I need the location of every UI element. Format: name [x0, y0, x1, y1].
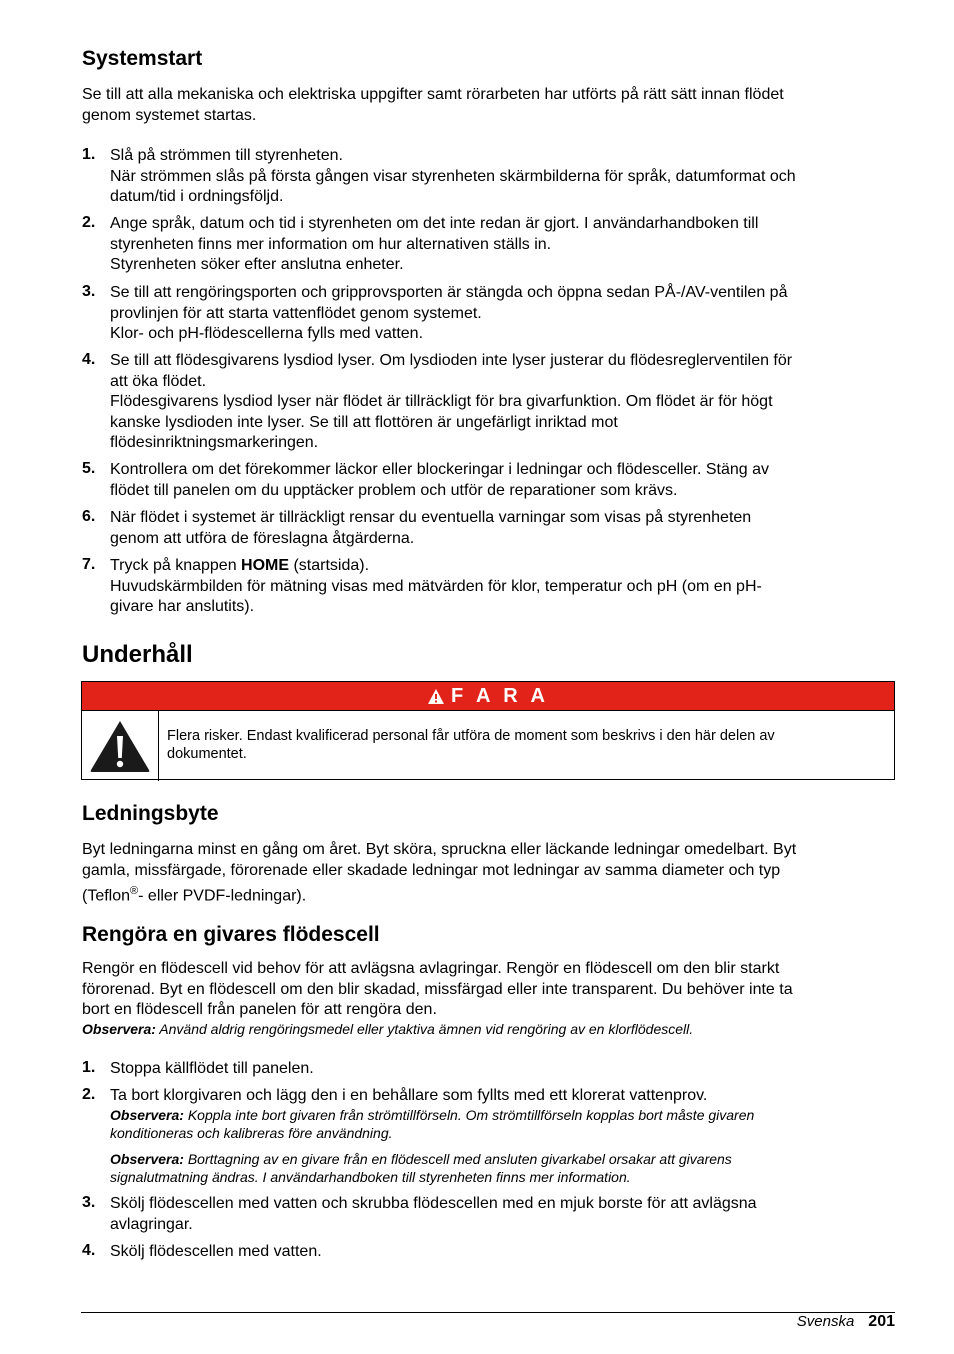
footer-rule — [81, 1312, 895, 1313]
warning-triangle-icon — [427, 688, 445, 705]
list-item: Skölj flödescellen med vatten. — [110, 1243, 322, 1260]
list-item: Slå på strömmen till styrenheten. När strömmen slås på första gången visar styrenheten skärmbilderna för språk, datumformat och datum/tid i ordningsföljd. — [110, 147, 796, 205]
ledningsbyte-text: Byt ledningarna minst en gång om året. Byt sköra, spruckna eller läckande ledningar omedelbart. Byt gamla, missfärgade, förorenade eller skadade ledningar mot ledningar av samma diameter och typ (Teflon®- eller PVDF-ledningar). — [82, 841, 797, 905]
list-item: Ta bort klorgivaren och lägg den i en behållare som fyllts med ett klorerat vattenprov. — [110, 1087, 708, 1104]
footer — [797, 1313, 895, 1331]
list-item: Tryck på knappen HOME (startsida). Huvudskärmbilden för mätning visas med mätvärden för klor, temperatur och pH (om en pH- givare har anslutits). — [110, 557, 762, 615]
note: Observera: Använd aldrig rengöringsmedel eller ytaktiva ämnen vid rengöring av en klorflödescell. — [82, 1021, 694, 1037]
list-item: Se till att rengöringsporten och gripprovsporten är stängda och öppna sedan PÅ-/AV-ventilen på provlinjen för att starta vattenflödet genom systemet. Klor- och pH-flödescellerna fylls med vatten. — [110, 284, 788, 342]
danger-label: F A R A — [451, 684, 549, 707]
step-number: 4. — [82, 1242, 96, 1259]
heading-systemstart: Systemstart — [82, 47, 203, 70]
heading-underhall: Underhåll — [82, 641, 193, 668]
step-number: 6. — [82, 508, 96, 525]
step-number: 1. — [82, 146, 96, 163]
list-item: Ange språk, datum och tid i styrenheten om det inte redan är gjort. I användarhandboken till styrenheten finns mer information om hur alternativen ställs in. Styrenheten söker efter anslutna enheter. — [110, 215, 759, 273]
note: Observera: Koppla inte bort givaren från strömtillförseln. Om strömtillförseln kopplas bort måste givaren konditioneras och kalibreras före användning. — [110, 1107, 755, 1141]
step-number: 3. — [82, 1194, 96, 1211]
step-number: 2. — [82, 214, 96, 231]
step-number: 3. — [82, 283, 96, 300]
home-button-label: HOME — [241, 557, 290, 574]
step-number: 2. — [82, 1086, 96, 1103]
note: Observera: Borttagning av en givare från en flödescell med ansluten givarkabel orsakar att givarens signalutmatning ändras. I användarhandboken till styrenheten finns mer information. — [110, 1151, 732, 1185]
list-item: Kontrollera om det förekommer läckor eller blockeringar i ledningar och flödesceller. Stäng av flödet till panelen om du upptäcker problem och utför de reparationer som krävs. — [110, 461, 769, 499]
heading-rengora-flodescell: Rengöra en givares flödescell — [82, 923, 380, 946]
danger-text: Flera risker. Endast kvalificerad personal får utföra de moment som beskrivs i den här delen av dokumentet. — [167, 728, 775, 762]
step-number: 1. — [82, 1059, 96, 1076]
page-number: 201 — [868, 1313, 895, 1330]
heading-ledningsbyte: Ledningsbyte — [82, 802, 219, 825]
rengora-intro: Rengör en flödescell vid behov för att avlägsna avlagringar. Rengör en flödescell om den blir starkt förorenad. Byt en flödescell om den blir skadad, missfärgad eller inte transparent. Du behöver inte ta bort en flödescell från panelen för att rengöra den. — [82, 960, 793, 1018]
list-item: Stoppa källflödet till panelen. — [110, 1060, 314, 1077]
hazard-triangle-icon — [88, 718, 152, 774]
step-number: 4. — [82, 351, 96, 368]
step-number: 5. — [82, 460, 96, 477]
list-item: När flödet i systemet är tillräckligt rensar du eventuella varningar som visas på styrenheten genom att utföra de föreslagna åtgärderna. — [110, 509, 752, 547]
step-number: 7. — [82, 556, 96, 573]
footer-language: Svenska — [796, 1313, 855, 1330]
list-item: Skölj flödescellen med vatten och skrubba flödescellen med en mjuk borste för att avlägsna avlagringar. — [110, 1195, 757, 1233]
registered-mark: ® — [130, 885, 139, 897]
danger-header — [82, 682, 894, 711]
list-item: Se till att flödesgivarens lysdiod lyser. Om lysdioden inte lyser justerar du flödesreglerventilen för att öka flödet. Flödesgivarens lysdiod lyser när flödet är tillräckligt för bra givarfunktion. Om flödet är för högt kanske lysdioden inte lyser. Se till att flottören är ungefärligt inriktad mot flödesinriktningsmarkeringen. — [110, 352, 793, 451]
danger-box — [81, 681, 895, 780]
systemstart-intro: Se till att alla mekaniska och elektriska uppgifter samt rörarbeten har utförts på rätt sätt innan flödet genom systemet startas. — [82, 86, 784, 124]
